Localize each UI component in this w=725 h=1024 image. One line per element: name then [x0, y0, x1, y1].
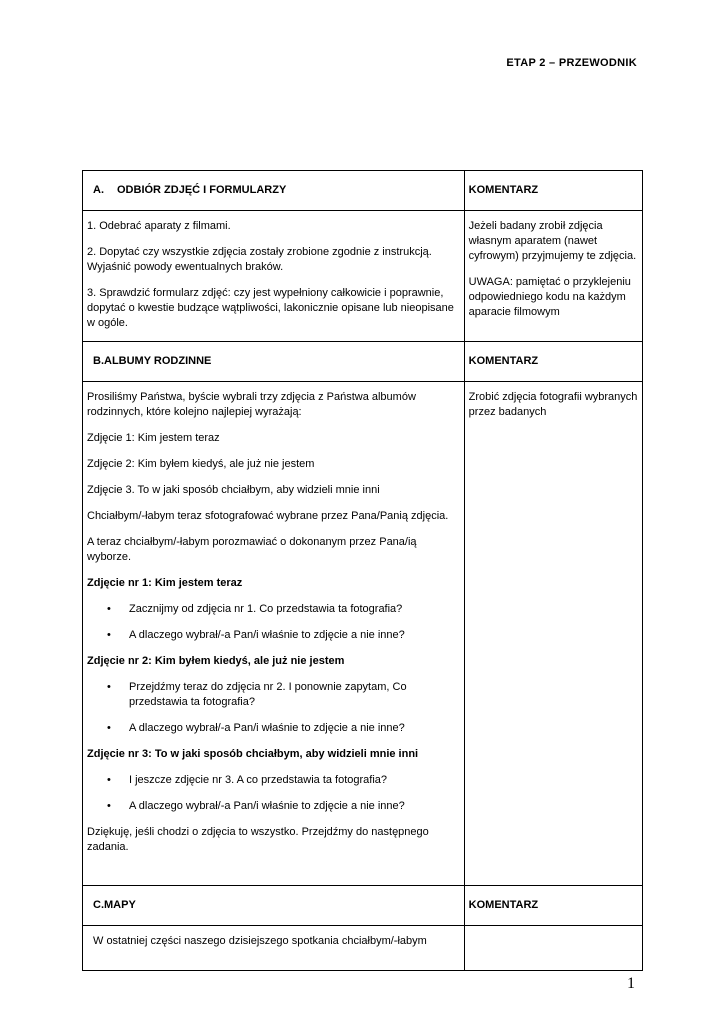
- comment-paragraph: Zrobić zdjęcia fotografii wybranych przez badanych: [468, 391, 638, 418]
- section-b-header-row: [83, 342, 643, 382]
- question-item: • I jeszcze zdjęcie nr 3. A co przedstawia ta fotografia?: [87, 773, 460, 788]
- question-item: • A dlaczego wybrał/-a Pan/i właśnie to zdjęcie a nie inne?: [87, 628, 460, 643]
- script-paragraph: Chciałbym/-łabym teraz sfotografować wybrane przez Pana/Panią zdjęcia.: [87, 510, 449, 522]
- photo-1-questions: [87, 602, 460, 643]
- script-paragraph: Zdjęcie 2: Kim byłem kiedyś, ale już nie jestem: [87, 458, 315, 470]
- section-a-instructions: [83, 211, 465, 342]
- script-paragraph: Zdjęcie 3. To w jaki sposób chciałbym, aby widzieli mnie inni: [87, 484, 380, 496]
- section-c-comment-header: KOMENTARZ: [464, 886, 642, 926]
- question-item: • A dlaczego wybrał/-a Pan/i właśnie to zdjęcie a nie inne?: [87, 799, 460, 814]
- section-c-comment: [464, 926, 642, 971]
- section-b-comment: [464, 382, 642, 886]
- section-c-content-row: [83, 926, 643, 971]
- document-title: ETAP 2 – PRZEWODNIK: [506, 57, 637, 69]
- section-b-script: [83, 382, 465, 886]
- script-paragraph: A teraz chciałbym/-łabym porozmawiać o dokonanym przez Pana/ią wyborze.: [87, 536, 417, 563]
- section-b-content-row: [83, 382, 643, 886]
- section-c-header-row: [83, 886, 643, 926]
- question-item: • A dlaczego wybrał/-a Pan/i właśnie to zdjęcie a nie inne?: [87, 721, 460, 736]
- section-a-title-cell: [83, 171, 465, 211]
- section-b-title: B.ALBUMY RODZINNE: [83, 342, 465, 382]
- script-paragraph: Zdjęcie 1: Kim jestem teraz: [87, 432, 220, 444]
- closing-paragraph: Dziękuję, jeśli chodzi o zdjęcia to wszystko. Przejdźmy do następnego zadania.: [87, 826, 429, 853]
- section-b-comment-header: KOMENTARZ: [464, 342, 642, 382]
- instruction-paragraph: 2. Dopytać czy wszystkie zdjęcia zostały zrobione zgodnie z instrukcją. Wyjaśnić powody ewentualnych braków.: [87, 246, 432, 273]
- question-item: • Przejdźmy teraz do zdjęcia nr 2. I ponownie zapytam, Co przedstawia ta fotografia?: [87, 680, 460, 710]
- section-a-content-row: [83, 211, 643, 342]
- section-a-header-row: [83, 171, 643, 211]
- script-paragraph: Prosiliśmy Państwa, byście wybrali trzy zdjęcia z Państwa albumów rodzinnych, które kolejno najlepiej wyrażają:: [87, 391, 416, 418]
- guide-table: [82, 170, 643, 971]
- photo-3-heading: Zdjęcie nr 3: To w jaki sposób chciałbym, aby widzieli mnie inni: [87, 748, 419, 760]
- photo-2-questions: [87, 680, 460, 736]
- page-number: 1: [627, 975, 635, 992]
- section-a-letter: A.: [93, 184, 104, 196]
- comment-paragraph: Jeżeli badany zrobił zdjęcia własnym aparatem (nawet cyfrowym) przyjmujemy te zdjęcia.: [468, 220, 637, 262]
- instruction-paragraph: 3. Sprawdzić formularz zdjęć: czy jest wypełniony całkowicie i poprawnie, dopytać o kwestie budzące wątpliwości, lakonicznie opisane lub nieopisane w ogóle.: [87, 287, 454, 329]
- section-a-comment-header: KOMENTARZ: [464, 171, 642, 211]
- section-c-text: W ostatniej części naszego dzisiejszego spotkania chciałbym/-łabym: [83, 926, 465, 971]
- section-a-comments: [464, 211, 642, 342]
- section-c-title: C.MAPY: [83, 886, 465, 926]
- comment-paragraph: UWAGA: pamiętać o przyklejeniu odpowiedniego kodu na każdym aparacie filmowym: [468, 276, 631, 318]
- photo-2-heading: Zdjęcie nr 2: Kim byłem kiedyś, ale już nie jestem: [87, 655, 345, 667]
- question-item: • Zacznijmy od zdjęcia nr 1. Co przedstawia ta fotografia?: [87, 602, 460, 617]
- photo-3-questions: [87, 773, 460, 814]
- section-a-title: ODBIÓR ZDJĘĆ I FORMULARZY: [117, 184, 287, 196]
- photo-1-heading: Zdjęcie nr 1: Kim jestem teraz: [87, 577, 243, 589]
- instruction-paragraph: 1. Odebrać aparaty z filmami.: [87, 220, 231, 232]
